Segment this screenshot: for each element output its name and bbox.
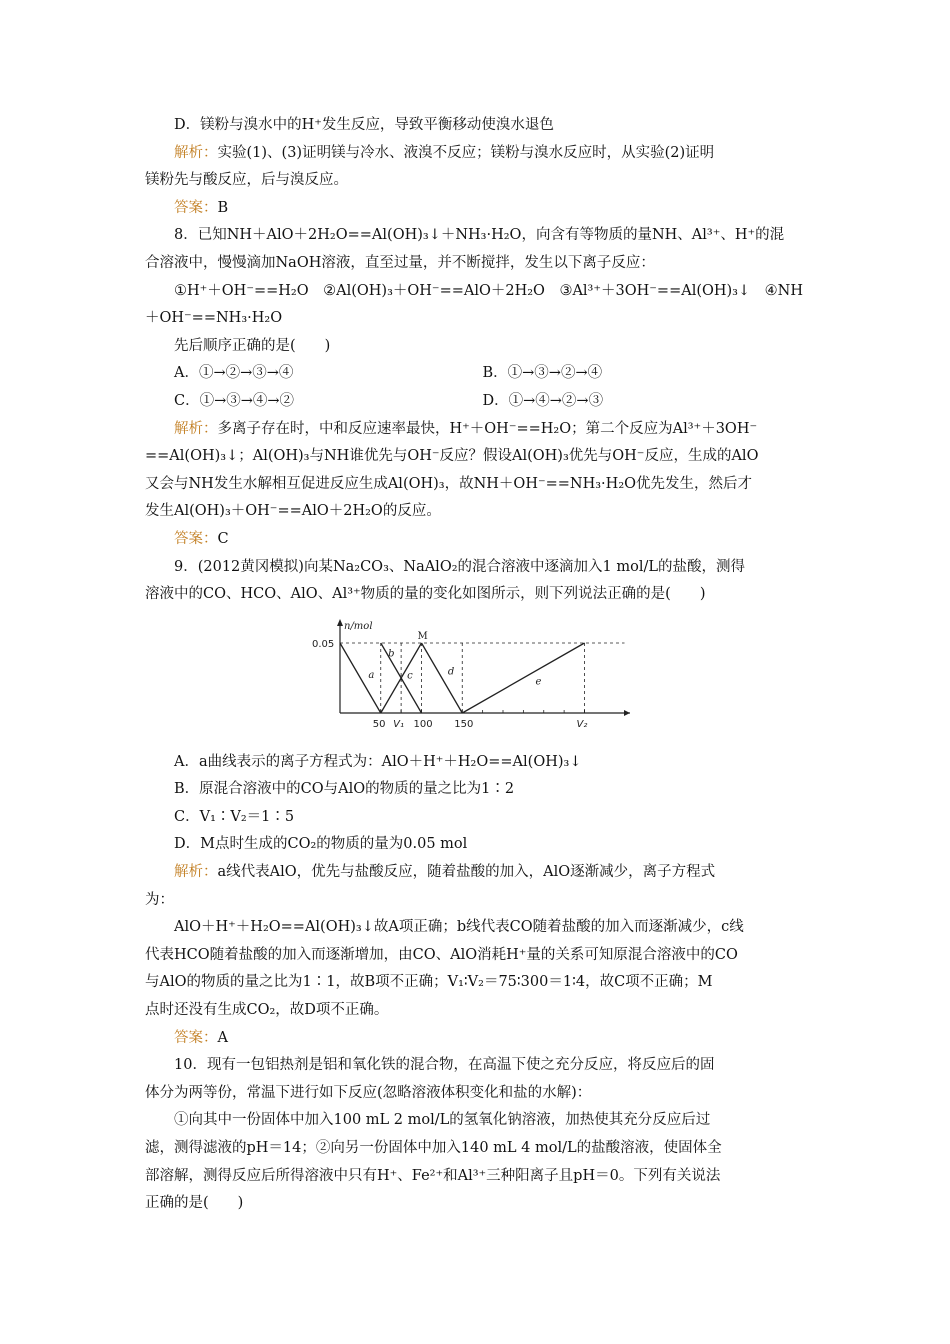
answer-label: 答案： [174,199,218,216]
question-9: 9．(2012黄冈模拟)向某Na₂CO₃、NaAlO₂的混合溶液中逐滴加入1 mol/L的盐酸，测得 [174,558,745,575]
series-label-c: c [407,670,413,682]
series-label-d: d [447,666,455,678]
document-page [145,112,810,1218]
text-line: 答案：A [174,1029,228,1046]
text-line: 解析：实验(1)、(3)证明镁与冷水、液溴不反应；镁粉与溴水反应时，从实验(2)证明 [174,144,715,161]
text-line: 点时还没有生成CO₂，故D项不正确。 [145,1002,389,1019]
text-line: D．镁粉与溴水中的H⁺发生反应，导致平衡移动使溴水退色 [174,117,554,133]
option-a: A．a曲线表示的离子方程式为：AlO＋H⁺＋H₂O==Al(OH)₃↓ [174,753,582,770]
option-b: B．①→③→②→④ [482,365,603,382]
series-label-b: b [388,648,395,660]
answer-label: 答案： [174,530,218,547]
text-line: 解析：多离子存在时，中和反应速率最快，H⁺＋OH⁻==H₂O；第二个反应为Al³⁺＋3OH⁻ [174,420,758,437]
series-label-e: e [535,676,542,688]
text-line: AlO＋H⁺＋H₂O==Al(OH)₃↓故A项正确；b线代表CO随着盐酸的加入而逐渐减少，c线 [174,919,744,936]
text-line: 答案：C [174,530,229,547]
x-tick-label: 50 [372,718,386,730]
y-axis-arrow [337,619,343,626]
text-line: 镁粉先与酸反应，后与溴反应。 [145,172,348,189]
y-tick-label: 0.05 [312,638,335,650]
series-line-a [340,643,381,713]
text-line: 溶液中的CO、HCO、AlO、Al³⁺物质的量的变化如图所示，则下列说法正确的是( ) [145,586,706,603]
question-8: 8．已知NH＋AlO＋2H₂O==Al(OH)₃↓＋NH₃·H₂O，向含有等物质的量NH、Al³⁺、H⁺的混 [174,227,785,244]
text-line: 部溶解，测得反应后所得溶液中只有H⁺、Fe²⁺和Al³⁺三种阳离子且pH＝0。下列有关说法 [145,1167,721,1184]
x-tick-label: V₁ [393,718,404,730]
text-line: ＋OH⁻==NH₃·H₂O [145,310,283,327]
text-line: ==Al(OH)₃↓；Al(OH)₃与NH谁优先与OH⁻反应？假设Al(OH)₃优先与OH⁻反应，生成的AlO [145,448,759,465]
text-line: ①H⁺＋OH⁻==H₂O ②Al(OH)₃＋OH⁻==AlO＋2H₂O ③Al³⁺＋3OH⁻==Al(OH)₃↓ ④NH [174,282,803,299]
text-line: 正确的是( ) [145,1195,244,1212]
text-line: 发生Al(OH)₃＋OH⁻==AlO＋2H₂O的反应。 [145,503,441,520]
text-line: 解析：a线代表AlO，优先与盐酸反应，随着盐酸的加入，AlO逐渐减少，离子方程式 [174,864,716,881]
x-tick-label: 100 [413,718,433,730]
option-c: C．V₁∶V₂＝1∶5 [174,808,295,825]
question-10: 10．现有一包铝热剂是铝和氧化铁的混合物，在高温下使之充分反应，将反应后的固 [174,1057,715,1074]
series-line-d [422,643,463,713]
analysis-label: 解析： [174,420,218,437]
option-d: D．①→④→②→③ [482,392,604,409]
options-row [145,388,810,416]
series-line-e [462,643,584,713]
analysis-label: 解析： [174,144,218,161]
point-m-label: M [417,630,428,642]
x-tick-label: 150 [454,718,474,730]
text-line: 代表HCO随着盐酸的加入而逐渐增加，由CO、AlO消耗H⁺量的关系可知原混合溶液中的CO [145,946,738,963]
text-line: ①向其中一份固体中加入100 mL 2 mol/L的氢氧化钠溶液，加热使其充分反应后过 [174,1112,711,1129]
option-a: A．①→②→③→④ [174,365,294,382]
text-line: 合溶液中，慢慢滴加NaOH溶液，直至过量，并不断搅拌，发生以下离子反应： [145,254,655,271]
option-b: B．原混合溶液中的CO与AlO的物质的量之比为1∶2 [174,781,515,798]
answer-label: 答案： [174,1029,218,1046]
option-d: D．M点时生成的CO₂的物质的量为0.05 mol [174,836,468,853]
mol-change-chart [145,613,810,743]
text-line: 体分为两等份，常温下进行如下反应(忽略溶液体积变化和盐的水解)： [145,1084,592,1101]
chart-svg [285,613,635,739]
text-line: 先后顺序正确的是( ) [174,337,331,354]
options-row [145,360,810,388]
text-line: 为： [145,891,174,908]
option-c: C．①→③→④→② [174,392,295,409]
x-axis-arrow [624,710,630,716]
text-line: 滤，测得滤液的pH＝14；②向另一份固体中加入140 mL 4 mol/L的盐酸溶液，使固体全 [145,1140,722,1156]
text-line: 又会与NH发生水解相互促进反应生成Al(OH)₃，故NH＋OH⁻==NH₃·H₂O优先发生，然后才 [145,475,753,492]
series-label-a: a [368,669,375,681]
text-line: 与AlO的物质的量之比为1∶1，故B项不正确；V₁∶V₂＝75∶300＝1∶4，故C项不正确；M [145,974,713,991]
analysis-label: 解析： [174,864,218,881]
text-line: 答案：B [174,199,229,216]
y-axis-label: n/mol [344,620,373,632]
x-tick-label: V₂ [576,718,588,730]
